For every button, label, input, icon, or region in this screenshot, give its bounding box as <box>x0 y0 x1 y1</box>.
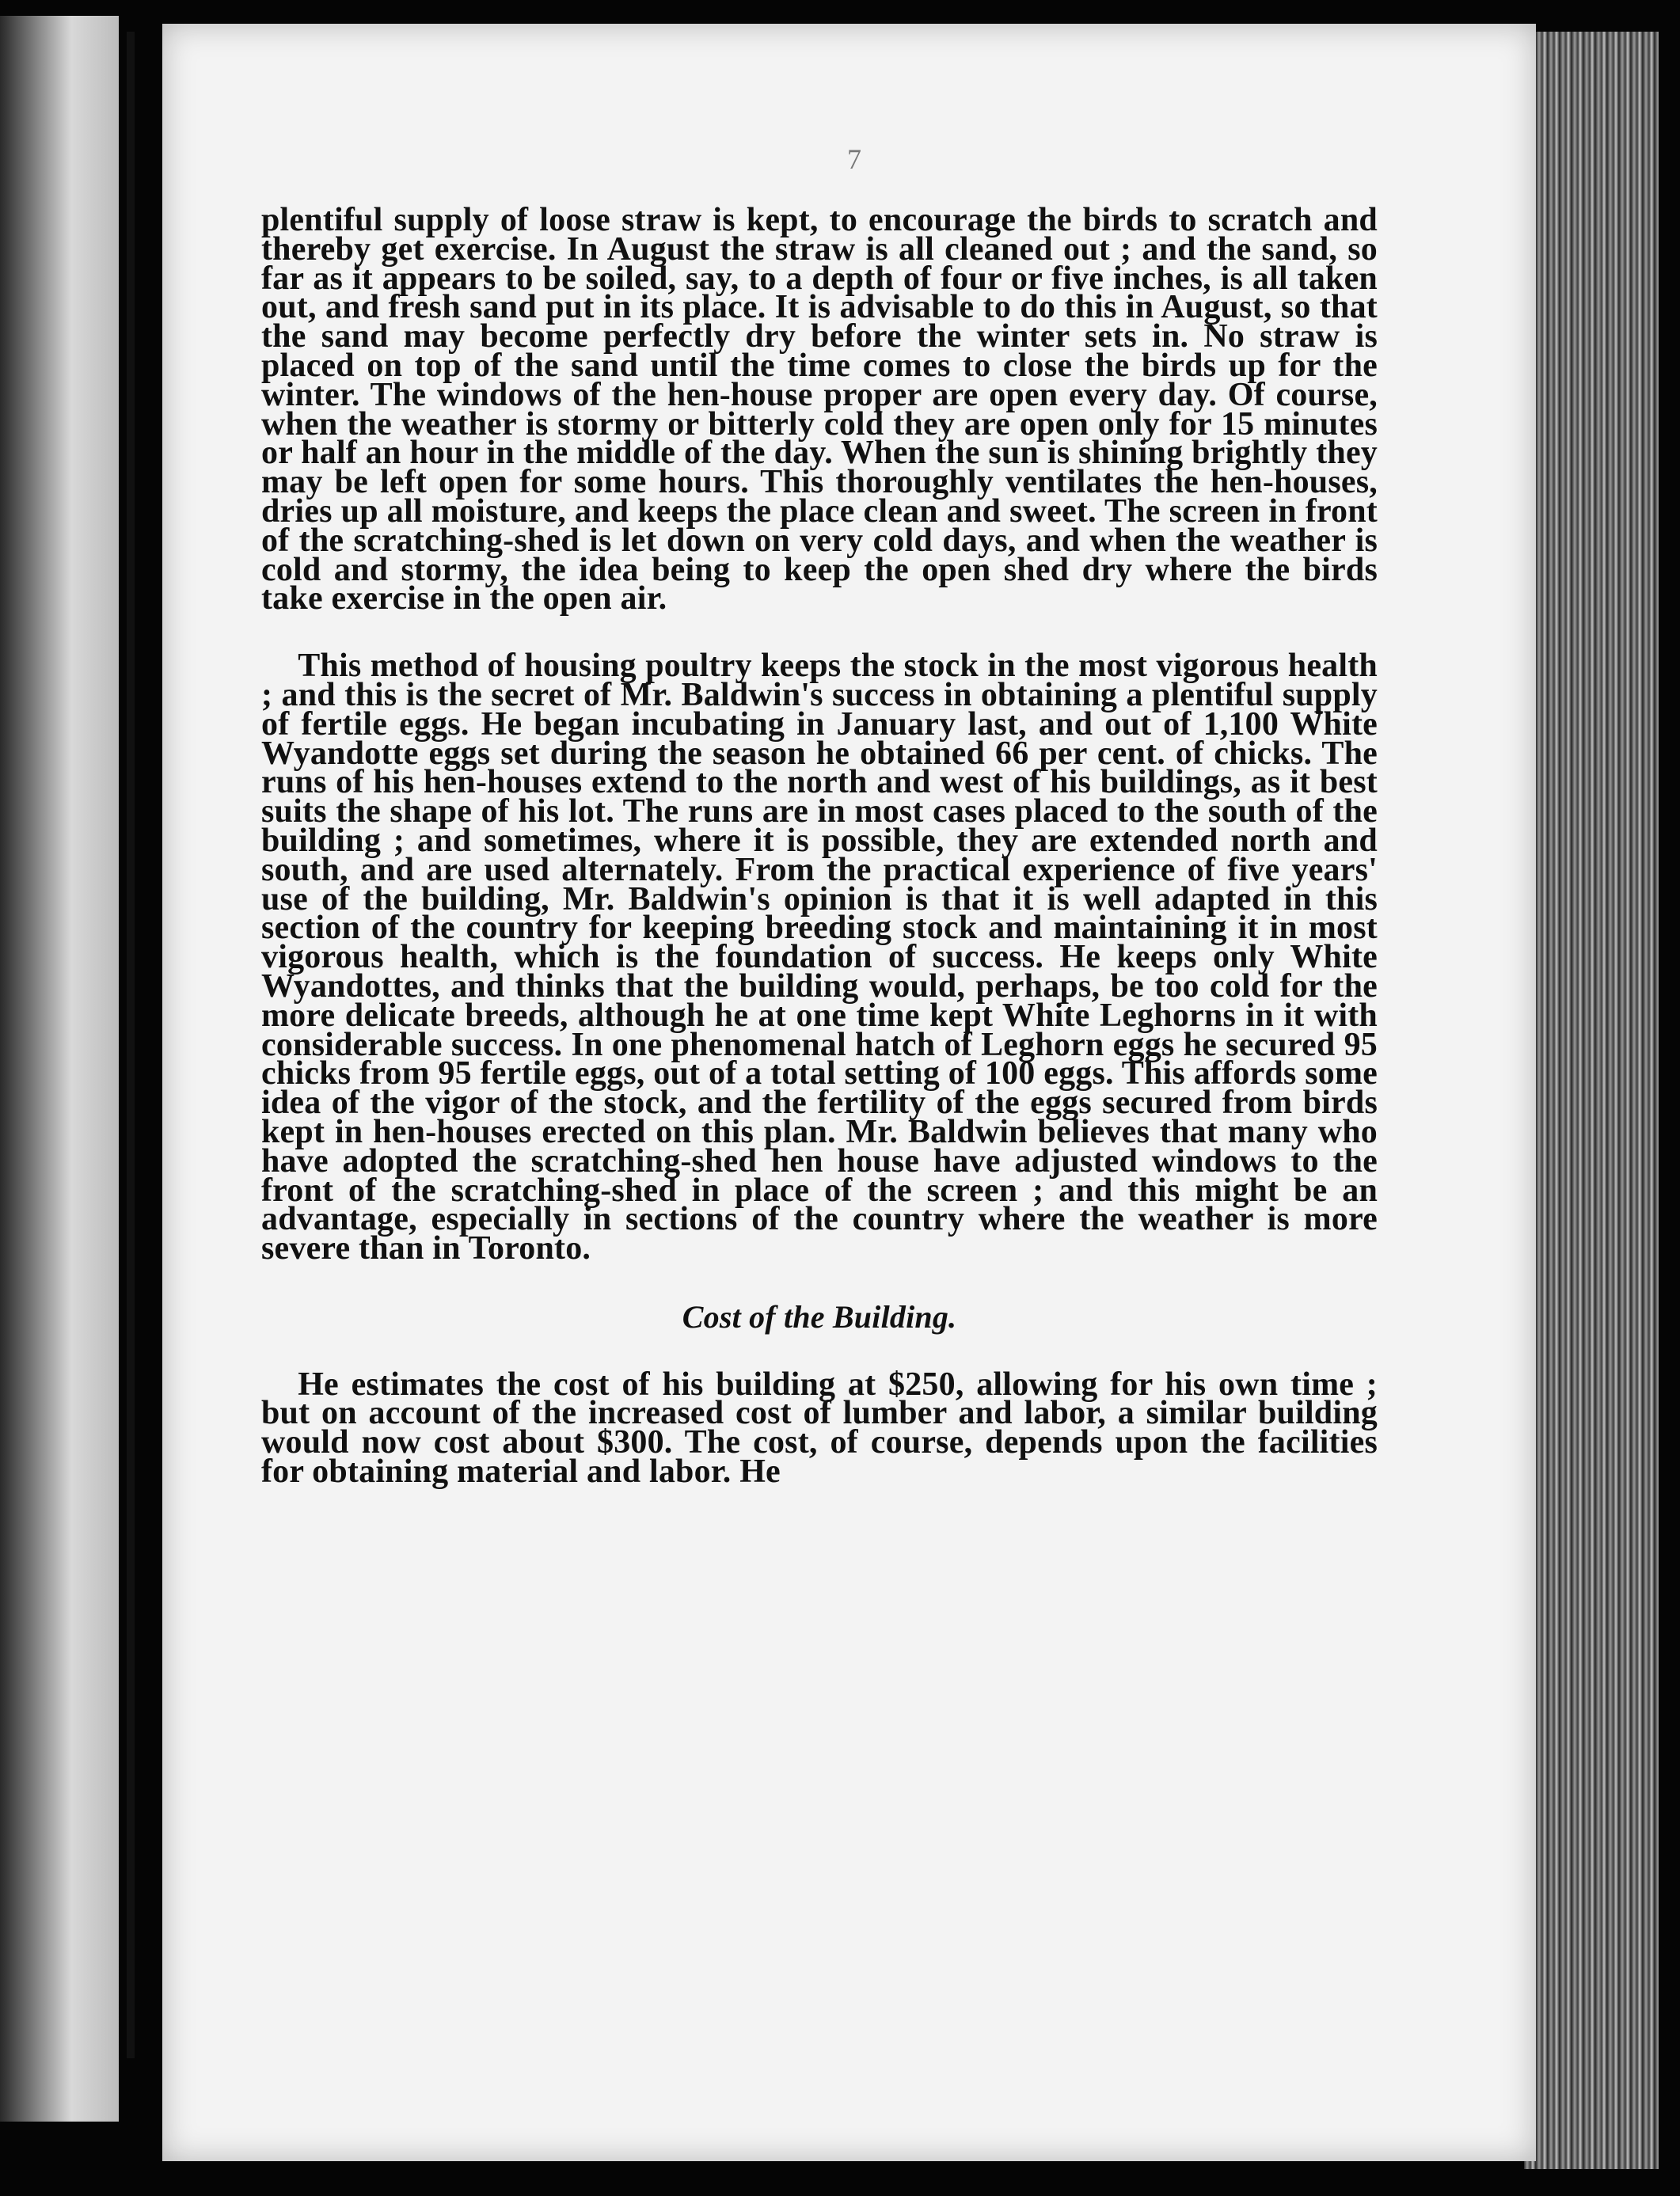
paragraph-method: This method of housing poultry keeps the stock in the most vigorous health ; and this is the secret of Mr. Baldwin's success in obtaining a plentiful supply of fertile eggs. He began incubating in January last, and out of 1,100 White Wyandotte eggs set during the season he obtained 66 per cent. of chicks. The runs of his hen-houses extend to the north and west of his buildings, as it best suits the shape of his lot. The runs are in most cases placed to the south of the building ; and sometimes, where it is possible, they are extended north and south, and are used alternately. From the practical experience of five years' use of the building, Mr. Baldwin's opinion is that it is well adapted in this section of the country for keeping breeding stock and maintaining it in most vigorous health, which is the foundation of success. He keeps only White Wyandottes, and thinks that the building would, perhaps, be too cold for the more delicate breeds, although he at one time kept White Leghorns in it with considerable success. In one phenomenal hatch of Leghorn eggs he secured 95 chicks from 95 fertile eggs, out of a total setting of 100 eggs. This affords some idea of the vigor of the stock, and the fertility of the eggs secured from birds kept in hen-houses erected on this plan. Mr. Baldwin believes that many who have adopted the scratching-shed hen house have adjusted windows to the front of the scratching-shed in place of the screen ; and this might be an advantage, especially in sections of the country where the weather is more severe than in Toronto. <box>261 648 1378 1267</box>
paragraph-ventilation: plentiful supply of loose straw is kept, to encourage the birds to scratch and thereby get exercise. In August the straw is all cleaned out ; and the sand, so far as it appears to be soiled, say, to a depth of four or five inches, is all taken out, and fresh sand put in its place. It is advisable to do this in August, so that the sand may become perfectly dry before the winter sets in. No straw is placed on top of the sand until the time comes to close the birds up for the winter. The windows of the hen-house proper are open every day. Of course, when the weather is stormy or bitterly cold they are open only for 15 minutes or half an hour in the middle of the day. When the sun is shining brightly they may be left open for some hours. This thoroughly ventilates the hen-houses, dries up all moisture, and keeps the place clean and sweet. The screen in front of the scratching-shed is let down on very cold days, and when the weather is cold and stormy, the idea being to keep the open shed dry where the birds take exercise in the open air. <box>261 202 1378 617</box>
page-stack-edges <box>1524 32 1659 2169</box>
book-gutter <box>127 32 135 2058</box>
page-number: 7 <box>847 143 861 175</box>
body-text <box>261 202 1378 1491</box>
facing-page-edge <box>0 16 119 2122</box>
paragraph-cost: He estimates the cost of his building at $250, allowing for his own time ; but on account of the increased cost of lumber and labor, a similar building would now cost about $300. The cost, of course, depends upon the facilities for obtaining material and labor. He <box>261 1366 1378 1491</box>
section-heading: Cost of the Building. <box>682 1298 957 1335</box>
